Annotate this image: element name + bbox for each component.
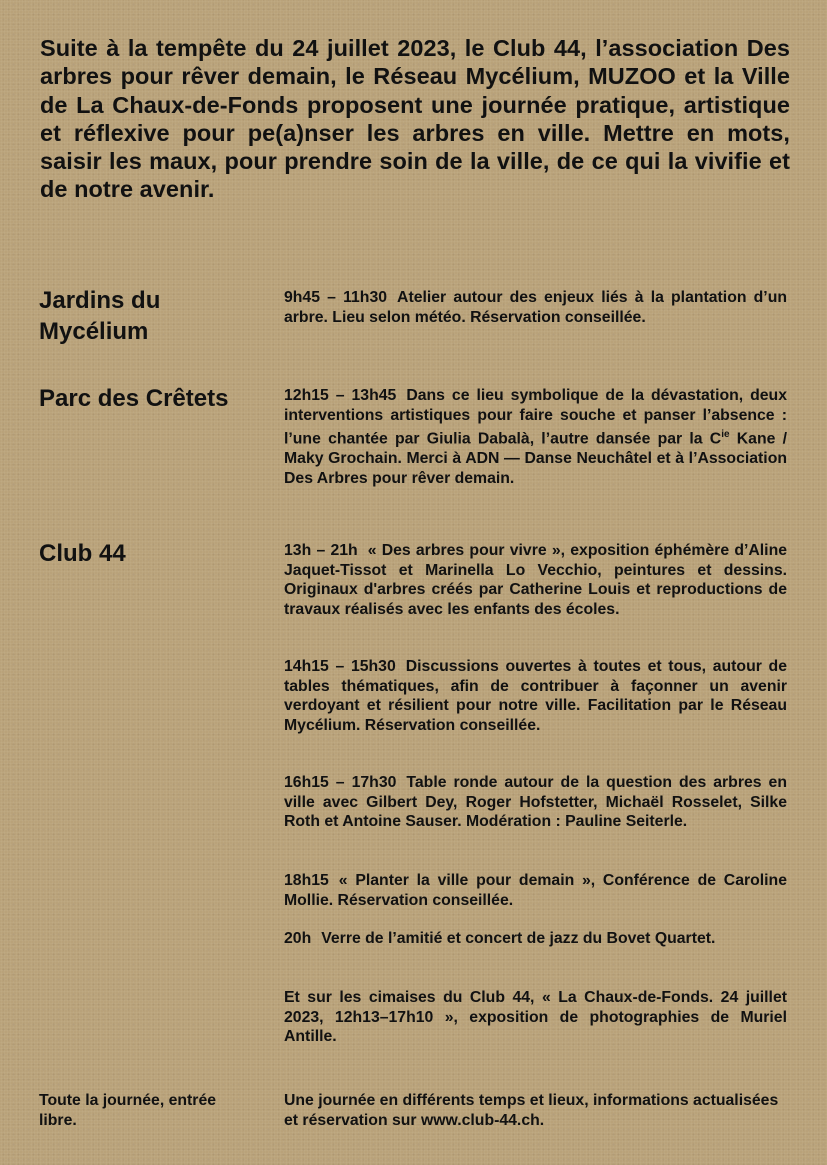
venue-club-44: Club 44 [39, 540, 126, 567]
venue-jardins-du-mycelium: Jardins du Mycélium [39, 287, 161, 345]
event-discussions [284, 657, 787, 735]
event-verre-amitie [284, 929, 787, 949]
event-time: 20h [284, 930, 312, 947]
footer-entree-libre: Toute la journée, entrée libre. [39, 1092, 217, 1129]
event-text: Discussions ouvertes à toutes et tous, autour de tables thématiques, afin de contribuer à façonner un avenir verdoyant et résilient pour notre ville. Facilitation par le Réseau Mycélium. Réservation conseillée. [284, 658, 787, 734]
event-interventions-artistiques [284, 386, 787, 488]
intro-paragraph: Suite à la tempête du 24 juillet 2023, le Club 44, l’association Des arbres pour rêver demain, le Réseau Mycélium, MUZOO et la Ville de La Chaux-de-Fonds proposent une journée pratique, artistique et réflexive pour pe(a)nser les arbres en ville. Mettre en mots, saisir les maux, pour prendre soin de la ville, de ce qui la vivifie et de notre avenir. [40, 35, 790, 203]
event-exposition [284, 541, 787, 619]
event-time: 18h15 [284, 872, 329, 889]
event-text: Dans ce lieu symbolique de la dévastation, deux interventions artistiques pour faire souche et panser l’absence : l’une chantée par Giulia Dabalà, l’autre dansée par la C [284, 387, 787, 448]
event-time: 9h45 – 11h30 [284, 289, 388, 306]
event-time: 16h15 – 17h30 [284, 774, 397, 791]
event-time: 14h15 – 15h30 [284, 658, 396, 675]
event-table-ronde [284, 773, 787, 832]
event-text: Verre de l’amitié et concert de jazz du Bovet Quartet. [321, 930, 716, 947]
event-text-continued: Kane / Maky Grochain. Merci à ADN — Danse Neuchâtel et à l’Association Des Arbres pour rêver demain. [284, 430, 787, 487]
superscript: ie [721, 429, 730, 441]
event-text: Table ronde autour de la question des arbres en ville avec Gilbert Dey, Roger Hofstetter, Michaël Rosselet, Silke Roth et Antoine Sauser. Modération : Pauline Seiterle. [284, 774, 787, 831]
event-time: 13h – 21h [284, 542, 358, 559]
event-text: « Des arbres pour vivre », exposition éphémère d’Aline Jaquet-Tissot et Marinella Lo Vecchio, peintures et dessins. Originaux d'arbres créés par Catherine Louis et reproductions de travaux réalisés avec les enfants des écoles. [284, 542, 787, 618]
event-conference [284, 871, 787, 910]
event-text: « Planter la ville pour demain », Conférence de Caroline Mollie. Réservation conseillée. [284, 872, 787, 909]
event-cimaises: Et sur les cimaises du Club 44, « La Chaux-de-Fonds. 24 juillet 2023, 12h13–17h10 », exposition de photographies de Muriel Antille. [284, 989, 787, 1046]
event-time: 12h15 – 13h45 [284, 387, 397, 404]
footer-informations: Une journée en différents temps et lieux, informations actualisées et réservation sur www.club-44.ch. [284, 1092, 779, 1129]
event-text: Atelier autour des enjeux liés à la plantation d’un arbre. Lieu selon météo. Réservation conseillée. [284, 289, 787, 326]
venue-parc-des-cretets: Parc des Crêtets [39, 385, 229, 412]
event-atelier [284, 288, 787, 327]
